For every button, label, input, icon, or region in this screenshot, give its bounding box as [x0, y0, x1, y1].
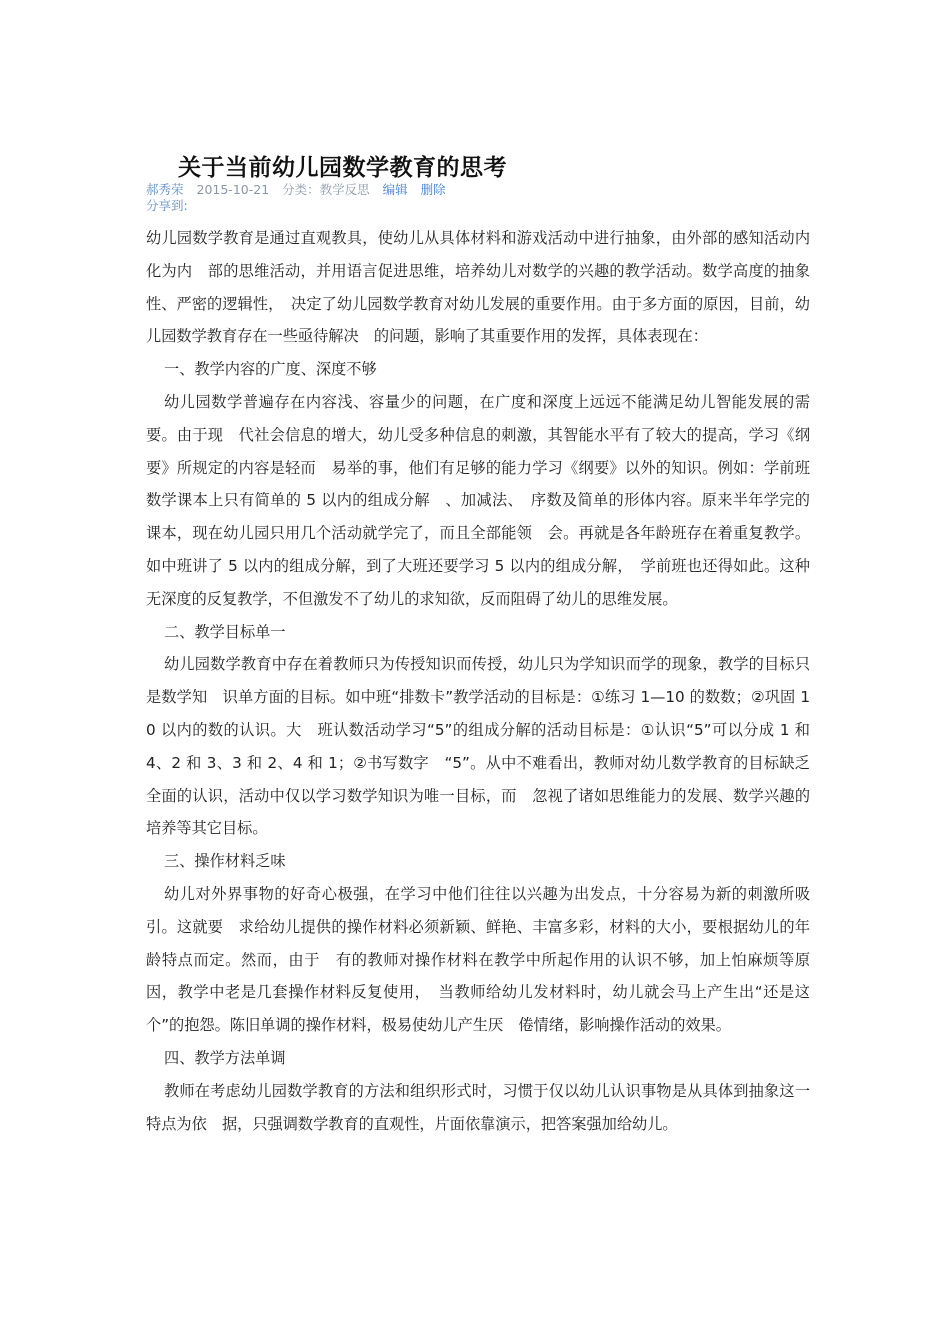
- article-body: [146, 222, 810, 1140]
- section-heading-4: 四、教学方法单调: [164, 1048, 286, 1067]
- section-heading-1: 一、教学内容的广度、深度不够: [164, 360, 377, 379]
- paragraph-section-2: 幼儿园数学教育中存在着教师只为传授知识而传授，幼儿只为学知识而学的现象，教学的目标只是数学知 识单方面的目标。如中班“排数卡”教学活动的目标是：①练习 1—10 的数数；②巩固 10 以内的数的认识。大 班认数活动学习“5”的组成分解的活动目标是：①认识“5”可以分成 1 和 4、2 和 3、3 和 2、4 和 1；②书写数字 “5”。从中不难看出，教师对幼儿数学教育的目标缺乏全面的认识，活动中仅以学习数学知识为唯一目标，而 忽视了诸如思维能力的发展、数学兴趣的培养等其它目标。: [146, 655, 810, 838]
- article-meta: [146, 180, 455, 198]
- section-heading-3: 三、操作材料乏味: [164, 852, 286, 871]
- paragraph-section-1: 幼儿园数学普遍存在内容浅、容量少的问题，在广度和深度上远远不能满足幼儿智能发展的需要。由于现 代社会信息的增大，幼儿受多种信息的刺激，其智能水平有了较大的提高，学习《纲要》所规定的内容是轻而 易举的事，他们有足够的能力学习《纲要》以外的知识。例如：学前班数学课本上只有简单的 5 以内的组成分解 、加减法、 序数及简单的形体内容。原来半年学完的课本，现在幼儿园只用几个活动就学完了，而且全部能领 会。再就是各年龄班存在着重复教学。如中班讲了 5 以内的组成分解，到了大班还要学习 5 以内的组成分解， 学前班也还得如此。这种无深度的反复教学，不但激发不了幼儿的求知欲，反而阻碍了幼儿的思维发展。: [146, 392, 810, 608]
- paragraph-section-3: 幼儿对外界事物的好奇心极强，在学习中他们往往以兴趣为出发点，十分容易为新的刺激所吸引。这就要 求给幼儿提供的操作材料必须新颖、鲜艳、丰富多彩，材料的大小，要根据幼儿的年龄特点而定。然而，由于 有的教师对操作材料在教学中所起作用的认识不够，加上怕麻烦等原因，教学中老是几套操作材料反复使用， 当教师给幼儿发材料时，幼儿就会马上产生出“还是这个”的抱怨。陈旧单调的操作材料，极易使幼儿产生厌 倦情绪，影响操作活动的效果。: [146, 884, 810, 1035]
- edit-link[interactable]: 编辑: [382, 182, 408, 197]
- category-link[interactable]: 分类：教学反思: [282, 182, 370, 197]
- share-label[interactable]: 分享到:: [146, 198, 188, 213]
- article-title: 关于当前幼儿园数学教育的思考: [178, 155, 507, 181]
- author-link[interactable]: 郝秀荣: [146, 182, 184, 197]
- delete-link[interactable]: 删除: [420, 182, 446, 197]
- publish-date: 2015-10-21: [196, 182, 270, 197]
- paragraph-section-4: 教师在考虑幼儿园数学教育的方法和组织形式时，习惯于仅以幼儿认识事物是从具体到抽象这一特点为依 据，只强调数学教育的直观性，片面依靠演示，把答案强加给幼儿。: [146, 1081, 810, 1133]
- paragraph-intro: 幼儿园数学教育是通过直观教具，使幼儿从具体材料和游戏活动中进行抽象，由外部的感知活动内化为内 部的思维活动，并用语言促进思维，培养幼儿对数学的兴趣的教学活动。数学高度的抽象性、严密的逻辑性， 决定了幼儿园数学教育对幼儿发展的重要作用。由于多方面的原因，目前，幼儿园数学教育存在一些亟待解决 的问题，影响了其重要作用的发挥，具体表现在：: [146, 229, 810, 346]
- section-heading-2: 二、教学目标单一: [164, 622, 286, 641]
